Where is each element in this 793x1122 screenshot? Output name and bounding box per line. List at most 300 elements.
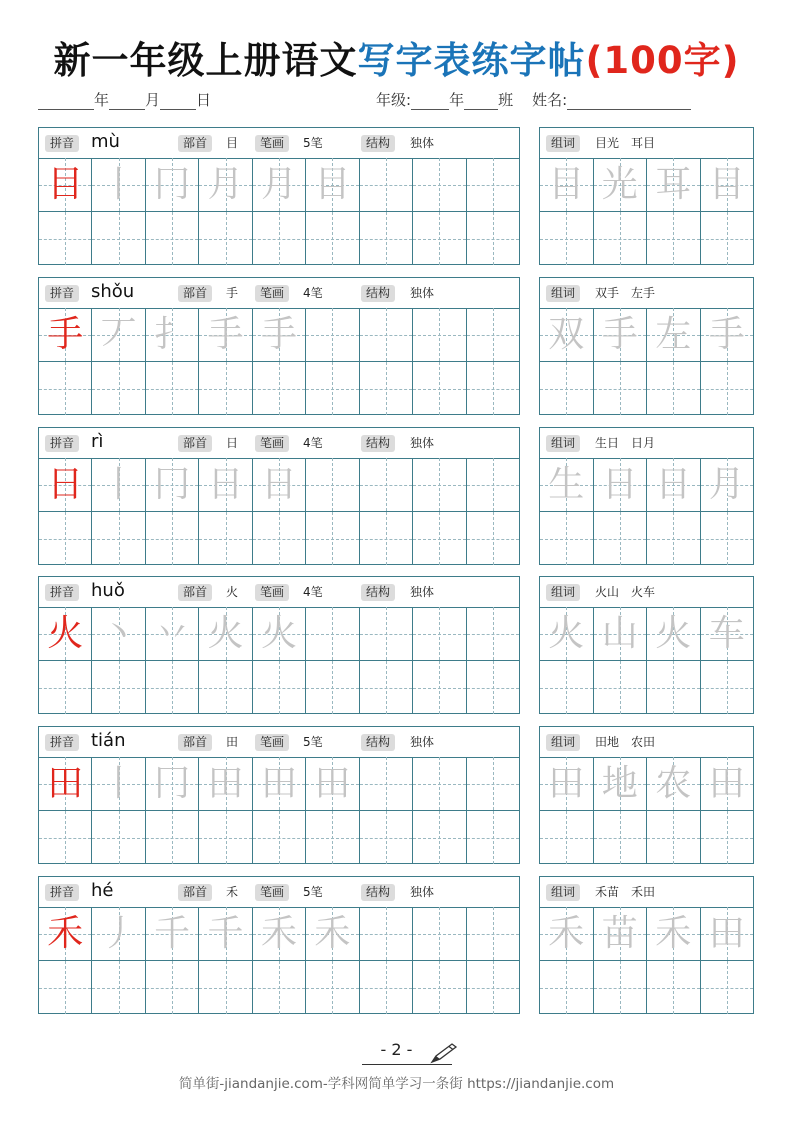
strokes-value: 5笔: [303, 885, 323, 899]
char-block: [0, 277, 793, 417]
writing-cell[interactable]: [701, 607, 754, 660]
grid-row: [39, 757, 519, 811]
writing-cell[interactable]: [647, 757, 701, 810]
year-label: 年: [94, 91, 110, 109]
writing-cell[interactable]: [540, 607, 594, 660]
writing-cell[interactable]: [360, 907, 413, 960]
word-trace-char: 耳: [655, 164, 692, 205]
writing-grid: [39, 458, 519, 564]
writing-cell[interactable]: [701, 757, 754, 810]
char-block: [0, 726, 793, 866]
writing-cell[interactable]: [540, 961, 594, 1014]
stroke-step-char: 日: [260, 464, 297, 505]
writing-cell[interactable]: [39, 757, 92, 810]
writing-cell[interactable]: [306, 607, 359, 660]
grid-row: [540, 907, 753, 961]
writing-cell[interactable]: [253, 757, 306, 810]
pinyin-tag: 拼音: [45, 734, 79, 751]
writing-cell[interactable]: [647, 158, 701, 211]
writing-cell[interactable]: [39, 458, 92, 511]
writing-cell[interactable]: [594, 308, 648, 361]
writing-cell[interactable]: [146, 212, 199, 265]
structure-tag: 结构: [361, 435, 395, 452]
writing-cell[interactable]: [253, 362, 306, 415]
writing-cell[interactable]: [413, 607, 466, 660]
writing-cell[interactable]: [647, 607, 701, 660]
grid-row: [540, 362, 753, 415]
grid-row: [540, 811, 753, 864]
writing-cell[interactable]: [39, 961, 92, 1014]
writing-cell[interactable]: [540, 308, 594, 361]
writing-cell[interactable]: [146, 811, 199, 864]
word-trace-char: 禾: [548, 913, 585, 954]
word-grid: [540, 158, 753, 264]
char-info-row: [39, 128, 519, 159]
writing-cell[interactable]: [360, 308, 413, 361]
word-trace-char: 手: [708, 314, 745, 355]
writing-cell[interactable]: [413, 362, 466, 415]
writing-cell[interactable]: [146, 661, 199, 714]
month-label: 月: [145, 91, 161, 109]
writing-cell[interactable]: [146, 158, 199, 211]
structure-tag: 结构: [361, 734, 395, 751]
name-blank[interactable]: [567, 93, 691, 110]
strokes-tag: 笔画: [255, 584, 289, 601]
stroke-step-char: 田: [314, 763, 351, 804]
radical-tag: 部首: [178, 285, 212, 302]
writing-cell[interactable]: [701, 811, 754, 864]
writing-cell[interactable]: [92, 458, 145, 511]
radical-tag: 部首: [178, 584, 212, 601]
writing-cell[interactable]: [594, 811, 648, 864]
pinyin-value: rì: [91, 431, 104, 452]
writing-cell[interactable]: [594, 661, 648, 714]
writing-cell[interactable]: [253, 458, 306, 511]
stroke-practice-panel: [38, 876, 520, 1014]
model-char: 火: [47, 613, 84, 654]
grid-row: [39, 308, 519, 362]
writing-cell[interactable]: [360, 512, 413, 565]
char-block: [0, 876, 793, 1016]
writing-cell[interactable]: [92, 607, 145, 660]
writing-cell[interactable]: [594, 907, 648, 960]
writing-cell[interactable]: [360, 661, 413, 714]
writing-cell[interactable]: [306, 158, 359, 211]
radical-value: 田: [226, 735, 239, 749]
writing-cell[interactable]: [39, 907, 92, 960]
writing-cell[interactable]: [701, 512, 754, 565]
writing-cell[interactable]: [39, 308, 92, 361]
strokes-tag: 笔画: [255, 135, 289, 152]
writing-grid: [39, 607, 519, 713]
writing-cell[interactable]: [92, 907, 145, 960]
writing-cell[interactable]: [540, 811, 594, 864]
title-part-3: (100字): [585, 39, 740, 82]
writing-cell[interactable]: [413, 458, 466, 511]
words-tag: 组词: [546, 734, 580, 751]
structure-value: 独体: [410, 585, 435, 599]
writing-cell[interactable]: [306, 308, 359, 361]
stroke-step-char: 丨: [100, 763, 137, 804]
writing-cell[interactable]: [92, 212, 145, 265]
pinyin-value: tián: [91, 730, 126, 751]
word-grid: [540, 607, 753, 713]
month-blank[interactable]: [109, 93, 145, 110]
writing-cell[interactable]: [647, 907, 701, 960]
words-tag: 组词: [546, 435, 580, 452]
stroke-step-char: 冂: [154, 164, 191, 205]
writing-cell[interactable]: [467, 607, 519, 660]
words-value: 禾苗 禾田: [595, 885, 656, 899]
char-info-row: [39, 278, 519, 309]
radical-value: 日: [226, 436, 239, 450]
writing-grid: [39, 757, 519, 863]
writing-cell[interactable]: [253, 607, 306, 660]
grid-row: [540, 458, 753, 512]
writing-cell[interactable]: [467, 757, 519, 810]
writing-cell[interactable]: [306, 961, 359, 1014]
writing-cell[interactable]: [360, 212, 413, 265]
writing-cell[interactable]: [306, 458, 359, 511]
stroke-step-char: 丿: [100, 913, 137, 954]
pinyin-value: huǒ: [91, 580, 125, 601]
writing-cell[interactable]: [253, 811, 306, 864]
grid-row: [540, 512, 753, 565]
writing-cell[interactable]: [467, 512, 519, 565]
word-trace-char: 目: [548, 164, 585, 205]
writing-cell[interactable]: [199, 961, 252, 1014]
writing-cell[interactable]: [701, 362, 754, 415]
writing-cell[interactable]: [360, 607, 413, 660]
writing-cell[interactable]: [594, 512, 648, 565]
grid-row: [39, 458, 519, 512]
strokes-value: 4笔: [303, 585, 323, 599]
words-tag: 组词: [546, 135, 580, 152]
writing-cell[interactable]: [647, 661, 701, 714]
grid-row: [540, 961, 753, 1014]
writing-cell[interactable]: [594, 961, 648, 1014]
stroke-step-char: 冂: [154, 464, 191, 505]
word-trace-char: 山: [601, 613, 638, 654]
stroke-practice-panel: [38, 576, 520, 714]
writing-cell[interactable]: [540, 757, 594, 810]
word-trace-char: 生: [548, 464, 585, 505]
writing-cell[interactable]: [92, 661, 145, 714]
writing-cell[interactable]: [701, 158, 754, 211]
pinyin-tag: 拼音: [45, 285, 79, 302]
writing-cell[interactable]: [594, 362, 648, 415]
writing-cell[interactable]: [701, 961, 754, 1014]
words-tag: 组词: [546, 884, 580, 901]
writing-cell[interactable]: [413, 512, 466, 565]
radical-value: 火: [226, 585, 239, 599]
writing-cell[interactable]: [647, 961, 701, 1014]
stroke-step-char: 丷: [154, 613, 191, 654]
writing-cell[interactable]: [413, 212, 466, 265]
class-label: 班: [498, 91, 514, 109]
model-char: 田: [47, 763, 84, 804]
writing-cell[interactable]: [467, 308, 519, 361]
grid-row: [39, 961, 519, 1014]
writing-cell[interactable]: [146, 308, 199, 361]
word-trace-char: 苗: [601, 913, 638, 954]
writing-cell[interactable]: [594, 212, 648, 265]
writing-cell[interactable]: [253, 661, 306, 714]
stroke-step-char: 千: [154, 913, 191, 954]
writing-cell[interactable]: [39, 811, 92, 864]
writing-cell[interactable]: [701, 308, 754, 361]
writing-cell[interactable]: [467, 362, 519, 415]
writing-cell[interactable]: [146, 362, 199, 415]
footer-site: 简单街-jiandanjie.com-学科网简单学习一条街 https://jiandanjie.com: [178, 1076, 615, 1092]
stroke-step-char: 禾: [314, 913, 351, 954]
writing-cell[interactable]: [467, 811, 519, 864]
writing-cell[interactable]: [199, 458, 252, 511]
writing-cell[interactable]: [360, 362, 413, 415]
date-fields: [38, 89, 211, 110]
word-grid: [540, 458, 753, 564]
writing-cell[interactable]: [306, 661, 359, 714]
grid-row: [39, 811, 519, 864]
writing-cell[interactable]: [413, 757, 466, 810]
writing-cell[interactable]: [199, 512, 252, 565]
pinyin-tag: 拼音: [45, 435, 79, 452]
grid-row: [540, 212, 753, 265]
structure-value: 独体: [410, 436, 435, 450]
writing-cell[interactable]: [92, 512, 145, 565]
writing-cell[interactable]: [146, 961, 199, 1014]
stroke-step-char: 丨: [100, 464, 137, 505]
grid-row: [540, 158, 753, 212]
word-trace-char: 田: [548, 763, 585, 804]
writing-cell[interactable]: [39, 212, 92, 265]
grade-label: 年级:: [376, 91, 412, 109]
writing-cell[interactable]: [253, 512, 306, 565]
writing-grid: [39, 158, 519, 264]
word-practice-panel: [539, 576, 754, 714]
writing-cell[interactable]: [413, 961, 466, 1014]
strokes-value: 4笔: [303, 286, 323, 300]
writing-cell[interactable]: [92, 158, 145, 211]
grid-row: [39, 661, 519, 714]
writing-cell[interactable]: [306, 512, 359, 565]
writing-cell[interactable]: [594, 607, 648, 660]
writing-cell[interactable]: [647, 212, 701, 265]
word-trace-char: 左: [655, 314, 692, 355]
writing-cell[interactable]: [540, 907, 594, 960]
structure-tag: 结构: [361, 884, 395, 901]
stroke-step-char: 目: [314, 164, 351, 205]
page-title: [0, 30, 793, 84]
word-trace-char: 目: [708, 164, 745, 205]
stroke-step-char: 手: [260, 314, 297, 355]
writing-cell[interactable]: [146, 512, 199, 565]
writing-cell[interactable]: [92, 811, 145, 864]
writing-cell[interactable]: [92, 362, 145, 415]
writing-cell[interactable]: [647, 362, 701, 415]
writing-cell[interactable]: [647, 512, 701, 565]
writing-cell[interactable]: [467, 907, 519, 960]
writing-cell[interactable]: [413, 158, 466, 211]
writing-cell[interactable]: [199, 212, 252, 265]
writing-cell[interactable]: [360, 458, 413, 511]
writing-cell[interactable]: [199, 661, 252, 714]
stroke-step-char: 月: [207, 164, 244, 205]
writing-cell[interactable]: [594, 158, 648, 211]
writing-cell[interactable]: [199, 811, 252, 864]
writing-cell[interactable]: [701, 212, 754, 265]
writing-cell[interactable]: [413, 907, 466, 960]
stroke-step-char: 千: [207, 913, 244, 954]
words-info-row: [540, 877, 753, 908]
pinyin-value: shǒu: [91, 281, 135, 302]
word-trace-char: 火: [655, 613, 692, 654]
writing-cell[interactable]: [360, 811, 413, 864]
word-trace-char: 农: [655, 763, 692, 804]
writing-cell[interactable]: [199, 607, 252, 660]
writing-cell[interactable]: [413, 308, 466, 361]
year-blank[interactable]: [38, 93, 94, 110]
words-tag: 组词: [546, 285, 580, 302]
writing-cell[interactable]: [647, 811, 701, 864]
radical-value: 禾: [226, 885, 239, 899]
radical-tag: 部首: [178, 884, 212, 901]
char-block: [0, 427, 793, 567]
grade-blank[interactable]: [411, 93, 449, 110]
radical-tag: 部首: [178, 435, 212, 452]
writing-cell[interactable]: [467, 661, 519, 714]
word-grid: [540, 308, 753, 414]
class-blank[interactable]: [464, 93, 498, 110]
writing-cell[interactable]: [306, 212, 359, 265]
footer-underline: [362, 1064, 452, 1065]
writing-cell[interactable]: [199, 308, 252, 361]
writing-cell[interactable]: [647, 458, 701, 511]
strokes-tag: 笔画: [255, 884, 289, 901]
writing-cell[interactable]: [467, 961, 519, 1014]
stroke-step-char: 田: [207, 763, 244, 804]
word-trace-char: 双: [548, 314, 585, 355]
writing-cell[interactable]: [39, 362, 92, 415]
writing-cell[interactable]: [146, 458, 199, 511]
day-label: 日: [196, 91, 212, 109]
char-block: [0, 576, 793, 716]
writing-cell[interactable]: [594, 458, 648, 511]
writing-cell[interactable]: [146, 907, 199, 960]
model-char: 目: [47, 164, 84, 205]
writing-cell[interactable]: [253, 961, 306, 1014]
stroke-practice-panel: [38, 726, 520, 864]
writing-cell[interactable]: [467, 458, 519, 511]
title-part-1: 新一年级上册语文: [53, 39, 358, 82]
word-trace-char: 手: [601, 314, 638, 355]
stroke-step-char: 手: [207, 314, 244, 355]
writing-cell[interactable]: [92, 961, 145, 1014]
writing-cell[interactable]: [467, 212, 519, 265]
writing-cell[interactable]: [306, 907, 359, 960]
writing-cell[interactable]: [360, 757, 413, 810]
stroke-practice-panel: [38, 427, 520, 565]
writing-cell[interactable]: [701, 907, 754, 960]
pinyin-tag: 拼音: [45, 884, 79, 901]
grid-row: [39, 607, 519, 661]
writing-cell[interactable]: [360, 961, 413, 1014]
structure-tag: 结构: [361, 584, 395, 601]
writing-cell[interactable]: [199, 158, 252, 211]
writing-cell[interactable]: [146, 757, 199, 810]
writing-cell[interactable]: [92, 308, 145, 361]
stroke-step-char: 田: [260, 763, 297, 804]
writing-cell[interactable]: [39, 158, 92, 211]
writing-cell[interactable]: [92, 757, 145, 810]
writing-cell[interactable]: [39, 661, 92, 714]
word-trace-char: 日: [601, 464, 638, 505]
writing-cell[interactable]: [540, 362, 594, 415]
word-trace-char: 田: [708, 763, 745, 804]
writing-cell[interactable]: [199, 362, 252, 415]
writing-cell[interactable]: [306, 757, 359, 810]
writing-grid: [39, 907, 519, 1013]
info-row: [38, 89, 753, 113]
writing-cell[interactable]: [467, 158, 519, 211]
writing-cell[interactable]: [146, 607, 199, 660]
structure-value: 独体: [410, 286, 435, 300]
radical-value: 手: [226, 286, 239, 300]
pen-icon: [428, 1042, 458, 1064]
word-trace-char: 地: [601, 763, 638, 804]
writing-cell[interactable]: [540, 661, 594, 714]
model-char: 禾: [47, 913, 84, 954]
words-value: 生日 日月: [595, 436, 656, 450]
writing-cell[interactable]: [253, 212, 306, 265]
char-block: [0, 127, 793, 267]
writing-cell[interactable]: [540, 212, 594, 265]
writing-cell[interactable]: [306, 811, 359, 864]
words-info-row: [540, 428, 753, 459]
word-trace-char: 日: [655, 464, 692, 505]
writing-cell[interactable]: [306, 362, 359, 415]
day-blank[interactable]: [160, 93, 196, 110]
writing-cell[interactable]: [199, 757, 252, 810]
writing-cell[interactable]: [594, 757, 648, 810]
writing-cell[interactable]: [701, 458, 754, 511]
model-char: 日: [47, 464, 84, 505]
writing-cell[interactable]: [647, 308, 701, 361]
writing-cell[interactable]: [253, 308, 306, 361]
writing-cell[interactable]: [701, 661, 754, 714]
title-part-2: 写字表练字帖: [357, 39, 586, 82]
writing-cell[interactable]: [39, 512, 92, 565]
char-info-row: [39, 577, 519, 608]
writing-cell[interactable]: [540, 158, 594, 211]
writing-cell[interactable]: [413, 811, 466, 864]
writing-cell[interactable]: [253, 907, 306, 960]
writing-cell[interactable]: [253, 158, 306, 211]
writing-cell[interactable]: [199, 907, 252, 960]
writing-cell[interactable]: [39, 607, 92, 660]
writing-cell[interactable]: [413, 661, 466, 714]
grid-row: [540, 757, 753, 811]
writing-cell[interactable]: [540, 458, 594, 511]
stroke-practice-panel: [38, 277, 520, 415]
radical-value: 目: [226, 136, 239, 150]
word-practice-panel: [539, 726, 754, 864]
radical-tag: 部首: [178, 734, 212, 751]
writing-cell[interactable]: [360, 158, 413, 211]
writing-cell[interactable]: [540, 512, 594, 565]
stroke-step-char: 丨: [100, 164, 137, 205]
word-trace-char: 月: [708, 464, 745, 505]
